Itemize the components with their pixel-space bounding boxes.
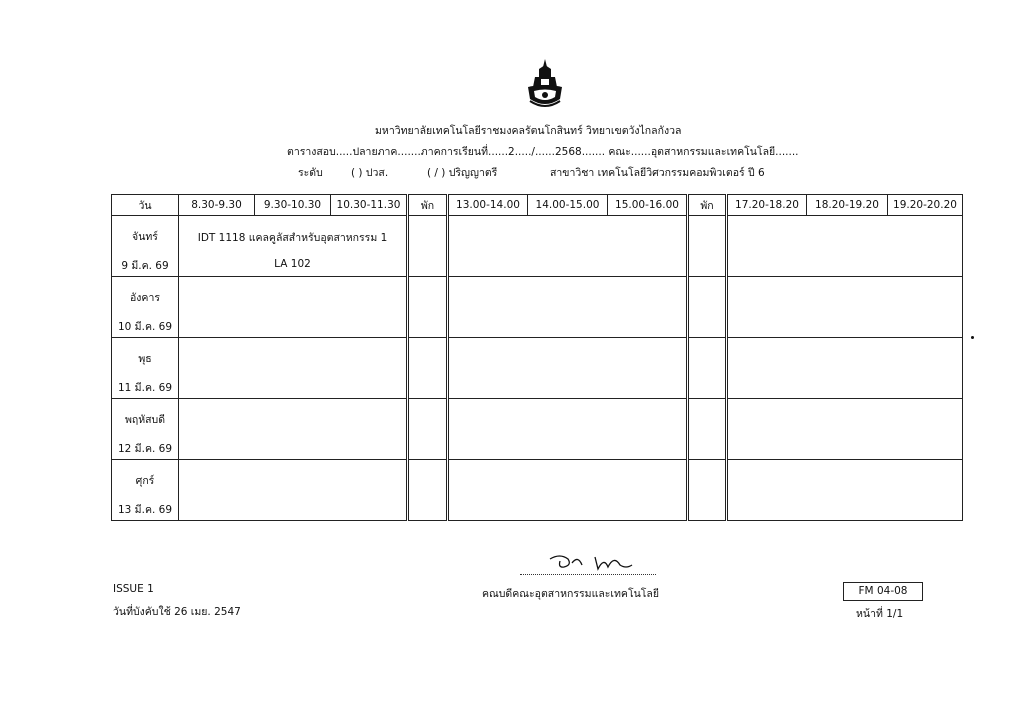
day-name: พุธ [138, 353, 152, 365]
morning-cell [179, 399, 408, 460]
day-cell [112, 399, 179, 460]
university-name: มหาวิทยาลัยเทคโนโลยีราชมงคลรัตนโกสินทร์ วิทยาเขตวังไกลกังวล [375, 125, 682, 137]
day-date: 9 มี.ค. 69 [121, 260, 169, 272]
exam-schedule-table [111, 194, 963, 521]
table-row [112, 277, 963, 338]
afternoon-cell [448, 277, 688, 338]
issue-number: ISSUE 1 [113, 583, 154, 595]
morning-cell [179, 338, 408, 399]
table-row [112, 338, 963, 399]
break-cell [688, 277, 727, 338]
day-name: พฤหัสบดี [124, 414, 166, 426]
day-date: 11 มี.ค. 69 [117, 382, 173, 394]
level-label: ระดับ [298, 167, 323, 179]
morning-cell [179, 277, 408, 338]
day-date: 13 มี.ค. 69 [117, 504, 173, 516]
exam-course: IDT 1118 แคลคูลัสสำหรับอุตสาหกรรม 1 [197, 232, 388, 244]
day-date: 10 มี.ค. 69 [117, 321, 173, 333]
form-code: FM 04-08 [858, 585, 908, 597]
day-date: 12 มี.ค. 69 [117, 443, 173, 455]
program-line: สาขาวิชา เทคโนโลยีวิศวกรรมคอมพิวเตอร์ ปี 6 [550, 167, 765, 179]
break-cell [688, 338, 727, 399]
day-cell [112, 216, 179, 277]
exam-entry-cell [179, 216, 408, 277]
afternoon-cell [448, 460, 688, 521]
col-header-slot: 17.20-18.20 [727, 195, 807, 216]
col-header-day: วัน [112, 195, 179, 216]
table-row [112, 399, 963, 460]
col-header-slot: 18.20-19.20 [807, 195, 888, 216]
col-header-break: พัก [688, 195, 727, 216]
day-cell [112, 460, 179, 521]
evening-cell [727, 399, 963, 460]
day-name: จันทร์ [132, 231, 158, 243]
page-number: หน้าที่ 1/1 [856, 608, 904, 620]
break-cell [688, 460, 727, 521]
col-header-slot: 13.00-14.00 [448, 195, 528, 216]
evening-cell [727, 277, 963, 338]
table-header-row [112, 195, 963, 216]
level-option-diploma: ( ) ปวส. [351, 167, 389, 179]
exam-room: LA 102 [274, 258, 311, 270]
break-cell [408, 460, 448, 521]
afternoon-cell [448, 216, 688, 277]
afternoon-cell [448, 338, 688, 399]
exam-schedule-title: ตารางสอบ.....ปลายภาค.......ภาคการเรียนที่......2...../......2568....... คณะ......อุตสาหกรรมและเทคโนโลยี....... [287, 146, 799, 158]
afternoon-cell [448, 399, 688, 460]
col-header-slot: 19.20-20.20 [888, 195, 963, 216]
dean-title: คณบดีคณะอุตสาหกรรมและเทคโนโลยี [482, 588, 659, 600]
break-cell [408, 216, 448, 277]
col-header-slot: 8.30-9.30 [179, 195, 255, 216]
table-row [112, 216, 963, 277]
effective-date: วันที่บังคับใช้ 26 เมย. 2547 [113, 606, 241, 618]
break-cell [408, 277, 448, 338]
signature-line [520, 574, 656, 575]
break-cell [408, 399, 448, 460]
col-header-slot: 15.00-16.00 [608, 195, 688, 216]
evening-cell [727, 460, 963, 521]
day-name: อังคาร [130, 292, 160, 304]
table-row [112, 460, 963, 521]
form-code-box [843, 582, 923, 601]
day-cell [112, 277, 179, 338]
dean-signature [540, 551, 635, 576]
col-header-break: พัก [408, 195, 448, 216]
col-header-slot: 9.30-10.30 [255, 195, 331, 216]
evening-cell [727, 216, 963, 277]
evening-cell [727, 338, 963, 399]
break-cell [688, 399, 727, 460]
university-emblem [524, 57, 566, 111]
stray-mark [971, 336, 974, 339]
level-option-bachelor: ( / ) ปริญญาตรี [427, 167, 498, 179]
break-cell [408, 338, 448, 399]
col-header-slot: 10.30-11.30 [331, 195, 408, 216]
day-cell [112, 338, 179, 399]
morning-cell [179, 460, 408, 521]
day-name: ศุกร์ [135, 475, 155, 487]
break-cell [688, 216, 727, 277]
col-header-slot: 14.00-15.00 [528, 195, 608, 216]
